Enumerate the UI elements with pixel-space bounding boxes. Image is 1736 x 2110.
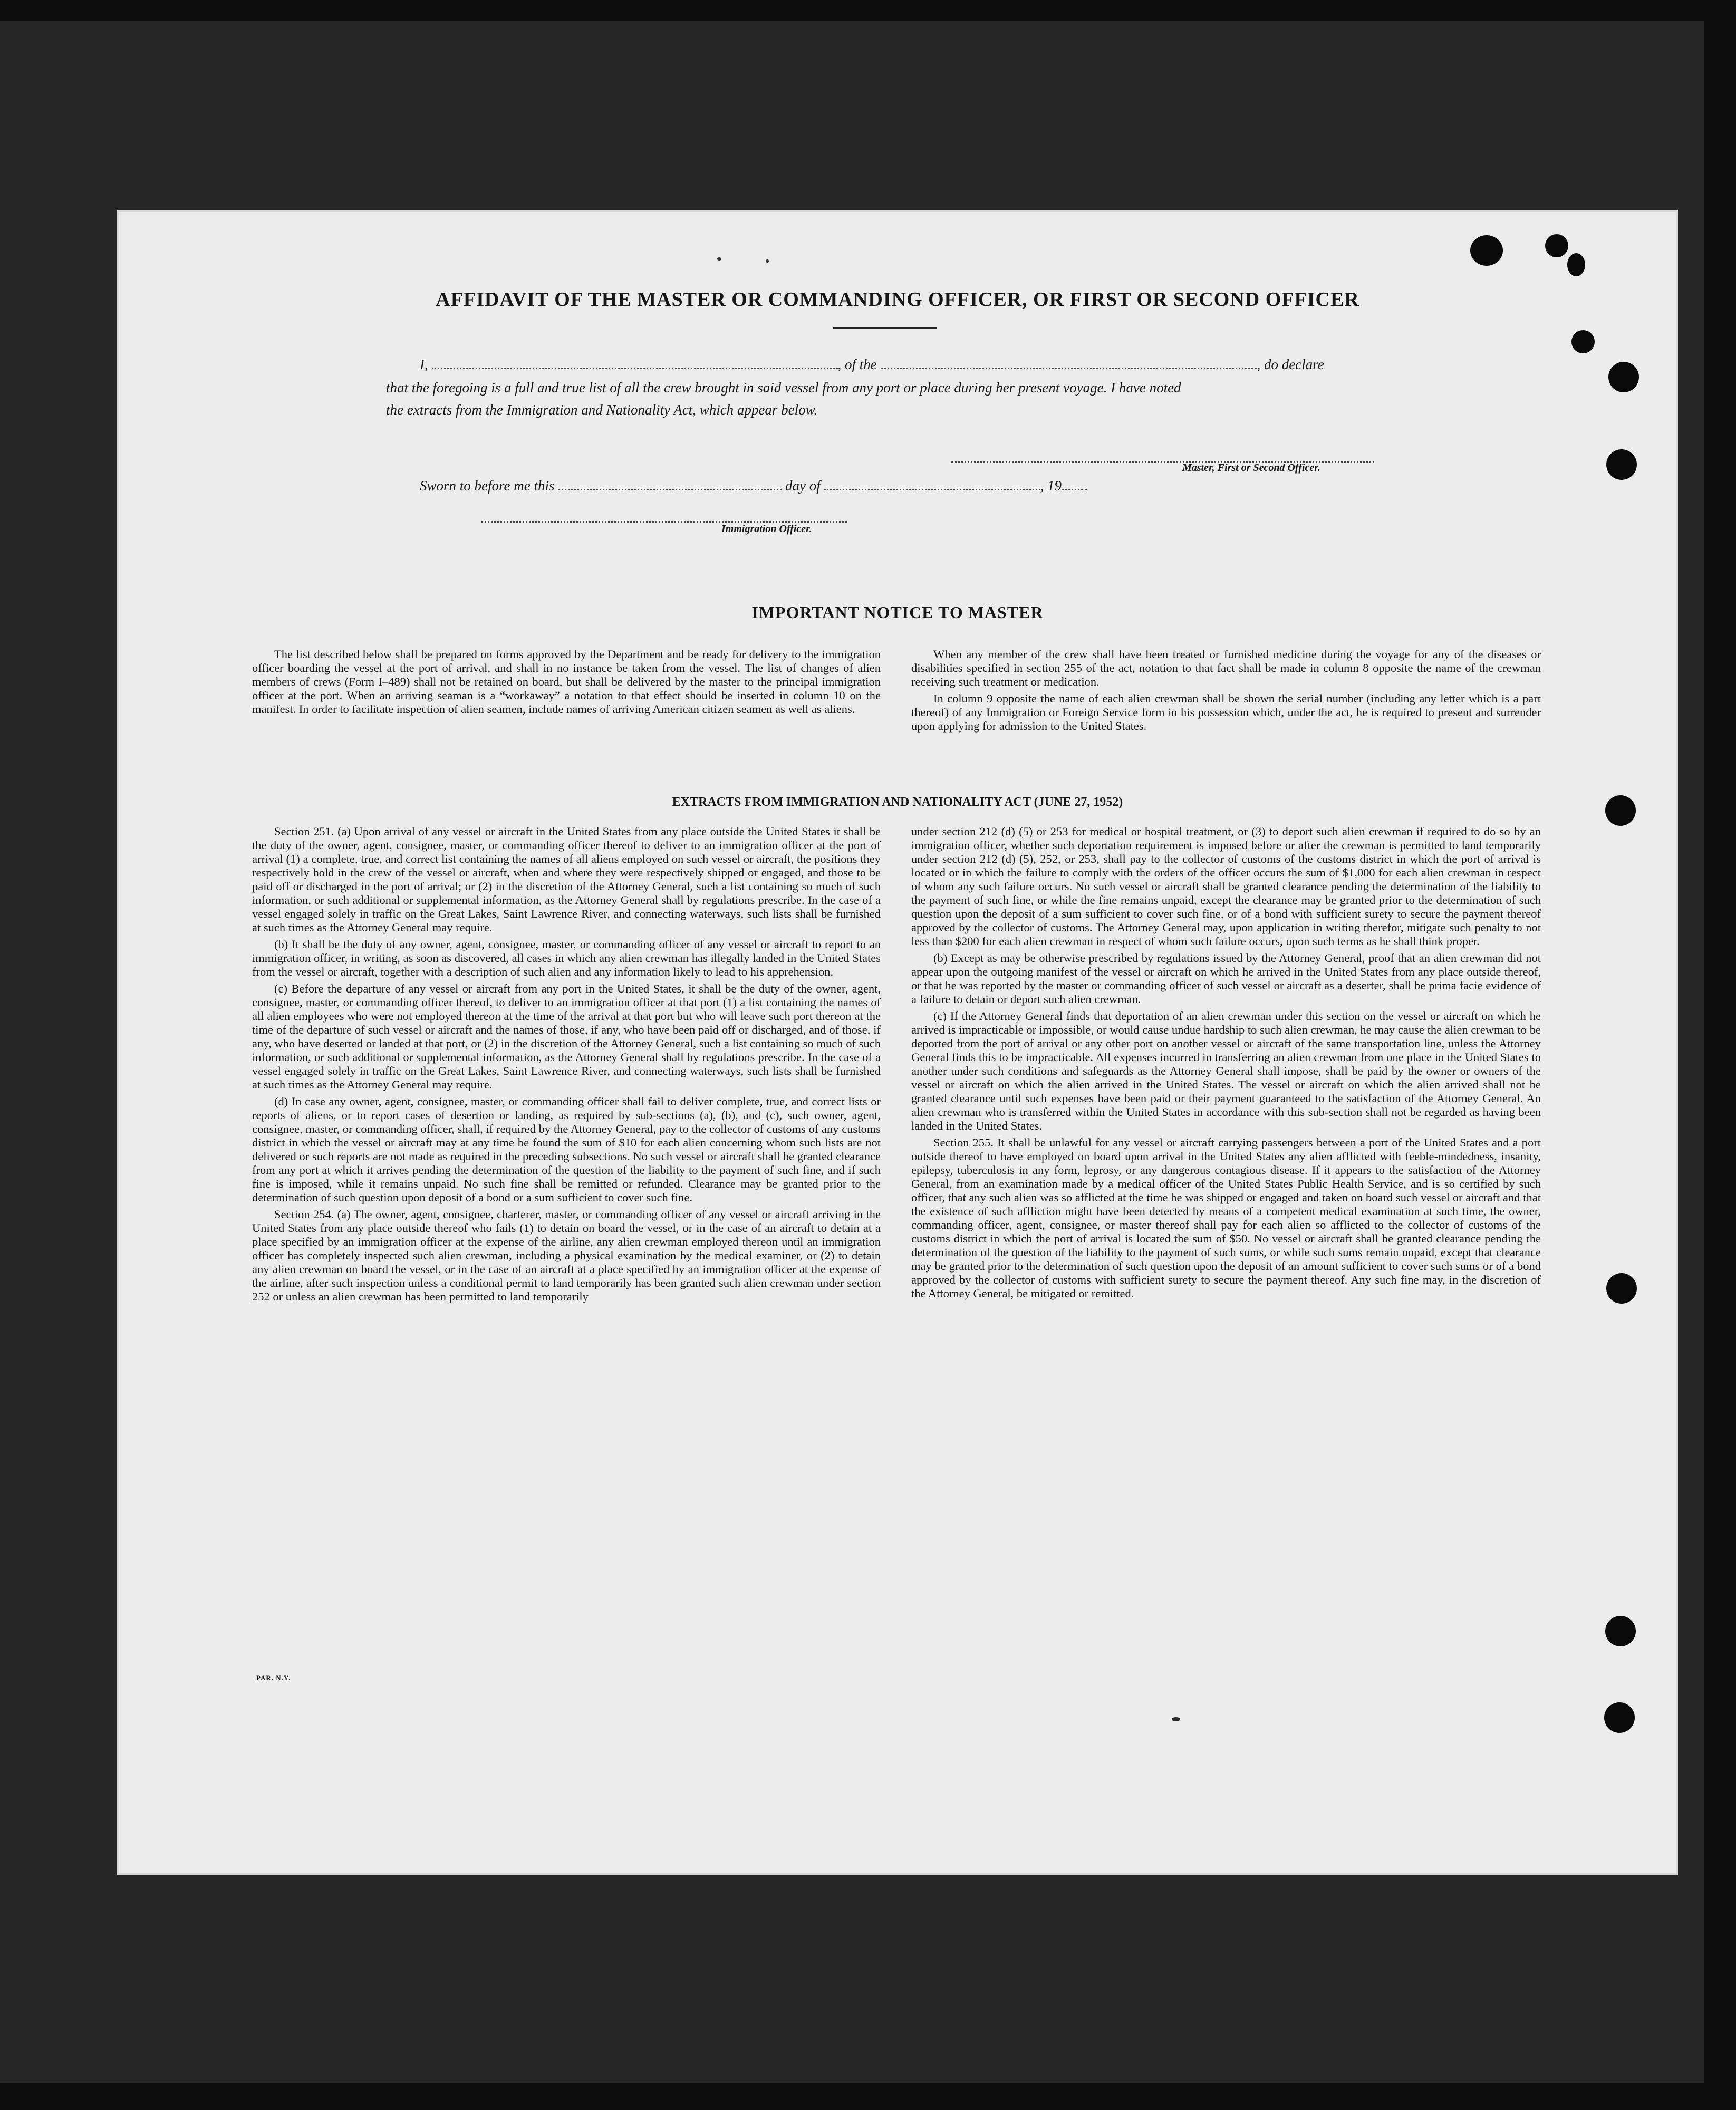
- notice-paragraph: When any member of the crew shall have been treated or furnished medicine during the voyage for any of the diseases or disabilities specified in section 255 of the act, notation to that fact shall be made in column 8 opposite the name of the crewman receiving such treatment or medication.: [911, 648, 1541, 688]
- affidavit-line-2: that the foregoing is a full and true list of all the crew brought in said vessel from any port or place during her present voyage. I have noted: [386, 380, 1181, 396]
- notice-right-column: [911, 648, 1541, 736]
- extract-paragraph: (b) It shall be the duty of any owner, agent, consignee, master, or commanding officer of any vessel or aircraft to report to an immigration officer, in writing, as soon as discovered, all cases in which any alien crewman has illegally landed in the United States from the vessel or aircraft, together with a description of such alien and any information likely to lead to his apprehension.: [252, 938, 881, 978]
- notice-left-column: [252, 648, 881, 719]
- binder-hole: [1571, 330, 1595, 353]
- extracts-left-column: [252, 825, 881, 1307]
- binder-hole: [1470, 235, 1503, 266]
- extract-paragraph: Section 254. (a) The owner, agent, consignee, charterer, master, or commanding officer of any vessel or aircraft arriving in the United States from any place outside thereof who fails (1) to detain on board the vessel, or in the case of an aircraft to detain at a place specified by an immigration officer at the expense of the airline, any alien crewman employed thereon until an immigration officer has completely inspected such alien crewman, including a physical examination by the medical examiner, or (2) to detain any alien crewman on board the vessel, or in the case of an aircraft at a place specified by an immigration officer at the expense of the airline, after such inspection unless a conditional permit to land temporarily has been granted such alien crewman under section 252 or unless an alien crewman has been permitted to land temporarily: [252, 1208, 881, 1303]
- extract-paragraph: Section 251. (a) Upon arrival of any vessel or aircraft in the United States from any place outside the United States it shall be the duty of the owner, agent, consignee, master, or commanding officer thereof to deliver to an immigration officer at the port of arrival (1) a complete, true, and correct list containing the names of all aliens employed on such vessel or aircraft, the positions they respectively hold in the crew of the vessel or aircraft, when and where they were respectively shipped or engaged, and those to be paid off or discharged in the port of arrival; or (2) in the discretion of the Attorney General, such a list containing so much of such information, or such additional or supplemental information, as the Attorney General shall by regulations prescribe. In the case of a vessel engaged solely in traffic on the Great Lakes, Saint Lawrence River, and connecting waterways, such lists shall be furnished at such times as the Attorney General may require.: [252, 825, 881, 934]
- binder-hole: [1605, 1616, 1636, 1646]
- immigration-officer-signature-line[interactable]: [481, 521, 847, 523]
- printer-code: PAR. N.Y.: [256, 1674, 291, 1682]
- binder-hole: [1545, 234, 1568, 257]
- sworn-label: Sworn to before me this: [420, 478, 555, 494]
- binder-hole: [1567, 253, 1585, 276]
- notice-paragraph: The list described below shall be prepared on forms approved by the Department and be ready for delivery to the immigration officer boarding the vessel at the port of arrival, and shall in no instance be taken from the vessel. The list of changes of alien members of crews (Form I–489) shall not be retained on board, but shall be delivered by the master to the principal immigration officer at the port. When an arriving seaman is a “workaway” a notation to that effect should be inserted in column 10 on the manifest. In order to facilitate inspection of alien seamen, include names of arriving American citizen seamen as well as aliens.: [252, 648, 881, 716]
- master-signature-caption: Master, First or Second Officer.: [1182, 462, 1320, 474]
- binder-hole: [1608, 362, 1639, 392]
- notice-paragraph: In column 9 opposite the name of each alien crewman shall be shown the serial number (including any letter which is a part thereof) of any Immigration or Foreign Service form in his possession which, under the act, he is required to present and surrender upon applying for admission to the United States.: [911, 692, 1541, 733]
- notice-title: IMPORTANT NOTICE TO MASTER: [751, 603, 1044, 622]
- film-edge-top: [0, 0, 1736, 21]
- binder-hole: [1606, 449, 1637, 480]
- extract-paragraph: (d) In case any owner, agent, consignee, master, or commanding officer shall fail to deliver complete, true, and correct lists or reports of aliens, or to report cases of desertion or landing, as required by sub-sections (a), (b), and (c), such owner, agent, consignee, master, or commanding officer, shall, if required by the Attorney General, pay to the collector of customs of any customs district in which the vessel or aircraft may at any time be found the sum of $10 for each alien concerning whom such lists are not delivered or such reports are not made as required in the preceding subsections. No such vessel or aircraft shall be granted clearance from any port at which it arrives pending the determination of the question of the liability to the payment of such fine, and if such fine is imposed, while it remains unpaid. No such fine shall be remitted or refunded. Clearance may be granted prior to the determination of such question upon deposit of a bond or a sum sufficient to cover such fine.: [252, 1095, 881, 1204]
- extracts-title: EXTRACTS FROM IMMIGRATION AND NATIONALITY ACT (JUNE 27, 1952): [672, 795, 1123, 809]
- sworn-month-blank[interactable]: [824, 479, 1040, 490]
- affiant-name-blank[interactable]: [432, 358, 838, 369]
- binder-hole: [1604, 1702, 1635, 1733]
- affidavit-of-the-label: , of the: [837, 357, 877, 372]
- sworn-year-blank[interactable]: [1062, 479, 1087, 490]
- binder-hole: [1606, 1273, 1637, 1304]
- ink-speck: [1172, 1717, 1180, 1721]
- extracts-right-column: [911, 825, 1541, 1304]
- affidavit-i-label: I,: [420, 357, 428, 372]
- vessel-name-blank[interactable]: [881, 358, 1257, 369]
- ink-speck: [717, 257, 721, 261]
- affidavit-line-3: the extracts from the Immigration and Nationality Act, which appear below.: [386, 402, 818, 418]
- document-page: [117, 210, 1678, 1875]
- day-of-label: day of: [785, 478, 821, 494]
- film-edge-right: [1704, 0, 1736, 2110]
- extract-paragraph: Section 255. It shall be unlawful for any vessel or aircraft carrying passengers between a port of the United States and a port outside thereof to have employed on board upon arrival in the United States any alien afflicted with feeble-mindedness, insanity, epilepsy, tuberculosis in any form, leprosy, or any dangerous contagious disease. If it appears to the satisfaction of the Attorney General, from an examination made by a medical officer of the United States Public Health Service, and is so certified by such officer, that any such alien was so afflicted at the time he was shipped or engaged and taken on board such vessel or aircraft and that the existence of such affliction might have been detected by means of a competent medical examination at such time, the owner, commanding officer, agent, consignee, or master thereof shall pay for each alien so afflicted to the collector of customs of the customs district in which the port of arrival is located the sum of $50. No vessel or aircraft shall be granted clearance pending the determination of the question of the liability to the payment of such sums, or while such sums remain unpaid, except that clearance may be granted prior to the determination of such question upon the deposit of an amount sufficient to cover such sums or of a bond approved by the collector of customs with sufficient surety to secure the payment thereof. Any such fine may, in the discretion of the Attorney General, be mitigated or remitted.: [911, 1136, 1541, 1300]
- sworn-day-blank[interactable]: [558, 479, 782, 490]
- film-edge-bottom: [0, 2083, 1736, 2110]
- affidavit-do-declare-label: , do declare: [1257, 357, 1324, 372]
- affidavit-line-1: [420, 357, 1324, 373]
- extract-paragraph: (c) If the Attorney General finds that deportation of an alien crewman under this section on the vessel or aircraft on which he arrived is impracticable or impossible, or would cause undue hardship to such alien crewman, he may cause the alien crewman to be deported from the port of arrival or any other port on another vessel or aircraft of the same transportation line, unless the Attorney General finds this to be impracticable. All expenses incurred in transferring an alien crewman from one place in the United States to another under such conditions and safeguards as the Attorney General shall impose, shall be paid by the owner or owners of the vessel or aircraft on which the alien arrived in the United States. The vessel or aircraft on which the alien arrived shall not be granted clearance until such expenses have been paid or their payment guaranteed to the satisfaction of the Attorney General. An alien crewman who is transferred within the United States in accordance with this sub-section shall not be regarded as having been landed in the United States.: [911, 1009, 1541, 1132]
- year-prefix-label: , 19: [1040, 478, 1062, 494]
- extract-paragraph: (b) Except as may be otherwise prescribed by regulations issued by the Attorney General, proof that an alien crewman did not appear upon the outgoing manifest of the vessel or aircraft on which he arrived in the United States from any place outside thereof, or that he was reported by the master or commanding officer of such vessel or aircraft as a deserter, shall be prima facie evidence of a failure to detain or deport such alien crewman.: [911, 951, 1541, 1006]
- sworn-line: [420, 478, 1087, 494]
- affidavit-title: AFFIDAVIT OF THE MASTER OR COMMANDING OFFICER, OR FIRST OR SECOND OFFICER: [436, 288, 1359, 311]
- extract-paragraph: under section 212 (d) (5) or 253 for medical or hospital treatment, or (3) to deport such alien crewman if required to do so by an immigration officer, whether such deportation requirement is imposed before or after the crewman is permitted to land temporarily under section 212 (d) (5), 252, or 253, shall pay to the collector of customs of the customs district in which the port of arrival is located or in which the failure to comply with the orders of the officer occurs the sum of $1,000 for each alien crewman in respect of whom any such failure occurs. No such vessel or aircraft shall be granted clearance pending the determination of the liability to the payment of such fine, or while the fine remains unpaid, except the clearance may be granted prior to the determination of such question upon the deposit of a sum sufficient to cover such fine, or of a bond with sufficient surety to secure the payment thereof approved by the collector of customs. The Attorney General may, upon application in writing therefor, mitigate such penalty to not less than $200 for each alien crewman in respect of whom such failure occurs, upon such terms as he shall think proper.: [911, 825, 1541, 948]
- extract-paragraph: (c) Before the departure of any vessel or aircraft from any port in the United States, it shall be the duty of the owner, agent, consignee, master, or commanding officer thereof, to deliver to an immigration officer at that port (1) a list containing the names of all alien employees who were not employed thereon at the time of the arrival at that port but who will leave such port thereon at the time of the departure of such vessel or aircraft and the names of those, if any, who have been paid off or discharged, and of those, if any, who have deserted or landed at that port, or (2) in the discretion of the Attorney General, such a list containing so much of such information, or such additional or supplemental information, as the Attorney General shall by regulations prescribe. In the case of a vessel engaged solely in traffic on the Great Lakes, Saint Lawrence River, and connecting waterways, such lists shall be furnished at such times as the Attorney General may require.: [252, 982, 881, 1091]
- title-rule: [833, 327, 937, 329]
- immigration-officer-caption: Immigration Officer.: [721, 523, 812, 535]
- ink-speck: [766, 259, 769, 263]
